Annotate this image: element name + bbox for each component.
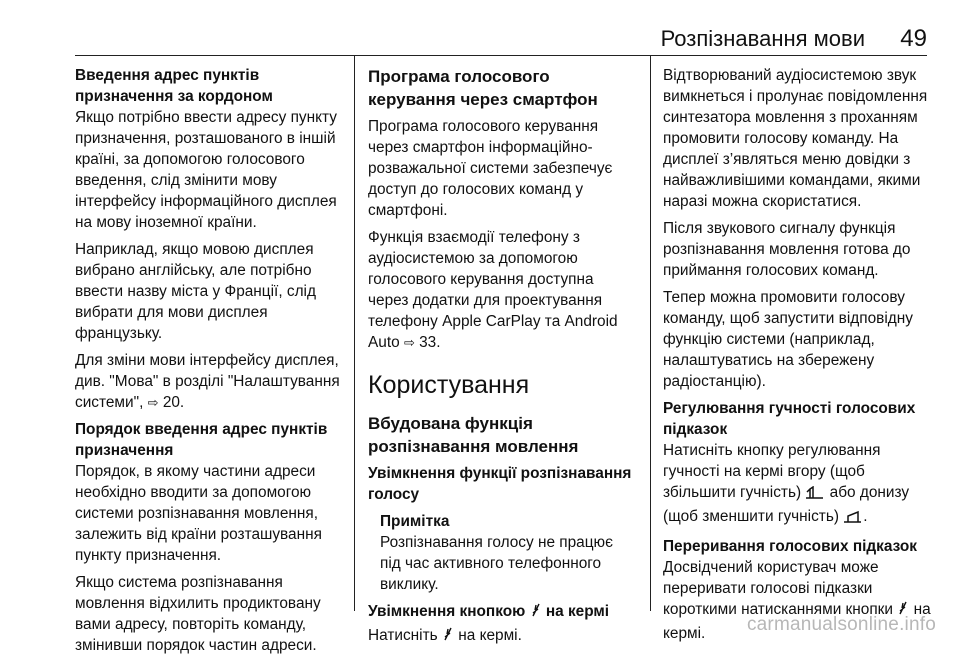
paragraph-text: Натисніть: [368, 627, 442, 644]
volume-down-icon[interactable]: [843, 509, 863, 530]
column-divider-2: [650, 55, 651, 611]
heading-activate-recognition: Увімкнення функції розпізнавання голосу: [368, 465, 632, 503]
paragraph: Якщо система розпізнавання мовлення відхилить продиктовану вами адресу, повторіть команду, змінивши порядок частин адреси.: [75, 574, 321, 654]
note-title: Примітка: [380, 513, 450, 530]
paragraph: [368, 625, 636, 649]
column-2: [368, 65, 636, 655]
heading-interrupt-prompts: Переривання голосових підказок: [663, 538, 917, 555]
heading-destination-order: Порядок введення адрес пунктів призначення: [75, 421, 328, 459]
heading-prompt-volume: Регулювання гучності голосових підказок: [663, 400, 916, 438]
page-reference-arrow-icon[interactable]: ⇨: [403, 335, 415, 350]
paragraph-text: Натисніть кнопку регулювання гучності на кермі вгору (щоб збільшити гучність): [663, 442, 881, 501]
paragraph: [75, 350, 345, 413]
header-rule: [75, 55, 927, 56]
paragraph: Програма голосового керування через смартфон інформаційно-розважальної системи забезпечує доступ до голосових команд у смартфоні.: [368, 118, 613, 219]
column-1: [75, 65, 345, 662]
heading-text: на кермі: [541, 603, 610, 620]
heading-foreign-destinations: Введення адрес пунктів призначення за кордоном: [75, 67, 273, 105]
volume-up-icon[interactable]: [805, 485, 825, 506]
watermark: carmanualsonline.info: [746, 614, 936, 635]
column-3: [663, 65, 933, 650]
page-title: Розпізнавання мови: [660, 26, 865, 51]
paragraph: Порядок, в якому частини адреси необхідно вводити за допомогою системи розпізнавання мовлення, залежить від країни розташування пункту призначення.: [75, 463, 322, 564]
paragraph-text: Функція взаємодії телефону з аудіосистемою за допомогою голосового керування доступна через додатки для проектування телефону Apple CarPlay та Android Auto: [368, 229, 618, 351]
page-reference-number[interactable]: 20.: [162, 394, 185, 411]
paragraph-text: .: [863, 508, 868, 525]
page-reference-number[interactable]: 33.: [419, 334, 441, 351]
paragraph: [368, 227, 636, 353]
paragraph: Якщо потрібно ввести адресу пункту призначення, розташованого в іншій країні, за допомогою голосового введення, слід змінити мову інтерфейсу інформаційного дисплея на мову іноземної країни.: [75, 109, 337, 231]
heading-built-in-recognition: Вбудована функція розпізнавання мовлення: [368, 414, 579, 456]
paragraph: Відтворюваний аудіосистемою звук вимкнеться і пролунає повідомлення синтезатора мовлення з проханням промовити голосову команду. На дисплеї з’являться меню довідки з найважливішими командами, якими наразі можна скористатися.: [663, 67, 928, 210]
heading-phone-voice-control: Програма голосового керування через смартфон: [368, 67, 598, 109]
page-header: [75, 16, 927, 60]
voice-command-icon[interactable]: [442, 627, 454, 649]
paragraph: [663, 440, 933, 530]
paragraph: Після звукового сигналу функція розпізнавання мовлення готова до приймання голосових команд.: [663, 220, 911, 279]
page-reference-arrow-icon[interactable]: ⇨: [147, 395, 159, 410]
heading-activate-button: [368, 601, 636, 625]
column-divider-1: [354, 55, 355, 611]
paragraph-text: Досвідчений користувач може переривати голосові підказки короткими натисканнями кнопки: [663, 559, 898, 618]
paragraph: Наприклад, якщо мовою дисплея вибрано англійську, але потрібно ввести назву міста у Франції, слід вибрати для мови дисплея французьку.: [75, 241, 316, 342]
page-number: 49: [900, 25, 927, 52]
heading-text: Увімкнення кнопкою: [368, 603, 530, 620]
paragraph-text: або донизу (щоб зменшити гучність): [663, 484, 910, 525]
note-text: Розпізнавання голосу не працює під час активного телефонного виклику.: [380, 534, 613, 593]
paragraph-text: на кермі.: [663, 601, 931, 642]
paragraph-text: на кермі.: [453, 627, 522, 644]
chapter-title: Користування: [368, 371, 530, 399]
paragraph: Тепер можна промовити голосову команду, щоб запустити відповідну функцію системи (наприклад, налаштуватись на збережену радіостанцію).: [663, 289, 913, 390]
note-box: [368, 511, 636, 595]
paragraph-text: Для зміни мови інтерфейсу дисплея, див. "Мова" в розділі "Налаштування системи",: [75, 352, 340, 411]
voice-command-icon[interactable]: [530, 603, 542, 625]
